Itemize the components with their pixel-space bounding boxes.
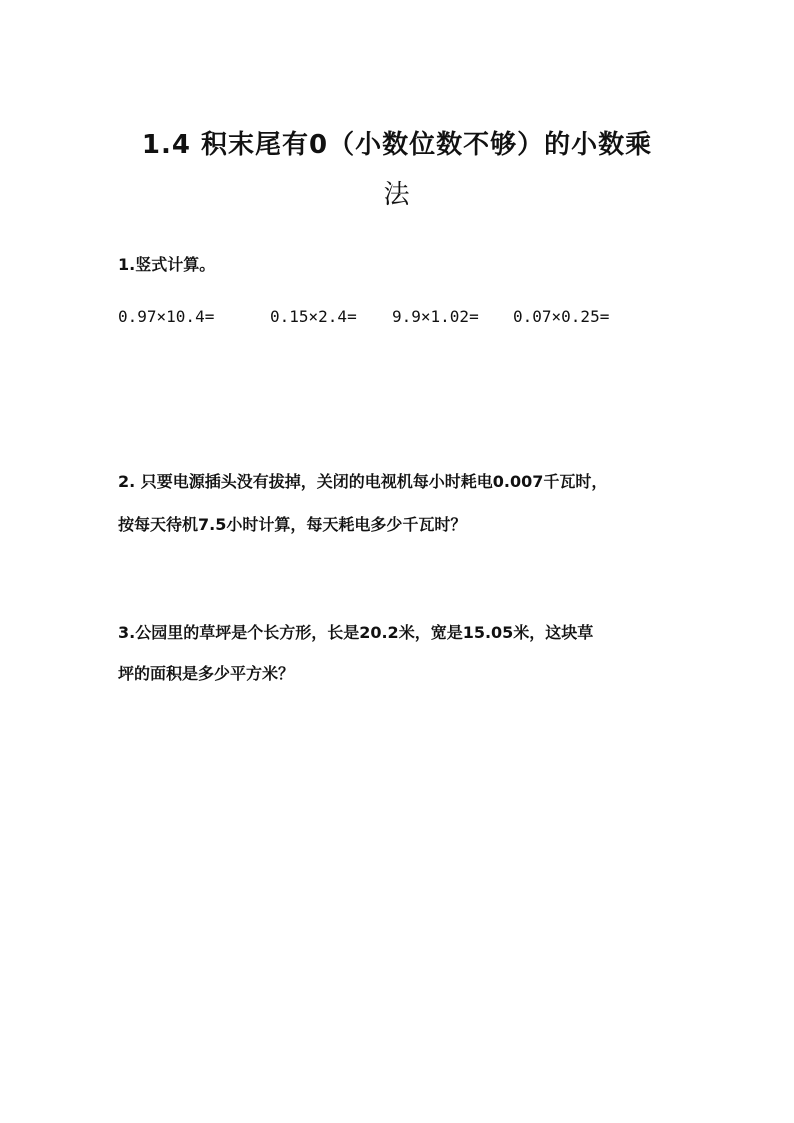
calc-item-3: 9.9×1.02= bbox=[392, 307, 479, 326]
question-3-line-1: 3.公园里的草坪是个长方形，长是20.2米，宽是15.05米，这块草 bbox=[118, 623, 594, 642]
question-3-line-2: 坪的面积是多少平方米？ bbox=[118, 664, 295, 683]
question-2-line-1: 2. 只要电源插头没有拔掉，关闭的电视机每小时耗电0.007千瓦时， bbox=[118, 472, 608, 491]
page-title-line-2: 法 bbox=[383, 180, 411, 210]
question-1-heading: 1.竖式计算。 bbox=[118, 255, 216, 274]
page-title-line-1: 1.4 积末尾有0（小数位数不够）的小数乘 bbox=[141, 130, 653, 160]
question-2-line-2: 按每天待机7.5小时计算，每天耗电多少千瓦时？ bbox=[118, 515, 467, 534]
calc-item-2: 0.15×2.4= bbox=[270, 307, 357, 326]
calc-item-1: 0.97×10.4= bbox=[118, 307, 215, 326]
calc-item-4: 0.07×0.25= bbox=[513, 307, 610, 326]
